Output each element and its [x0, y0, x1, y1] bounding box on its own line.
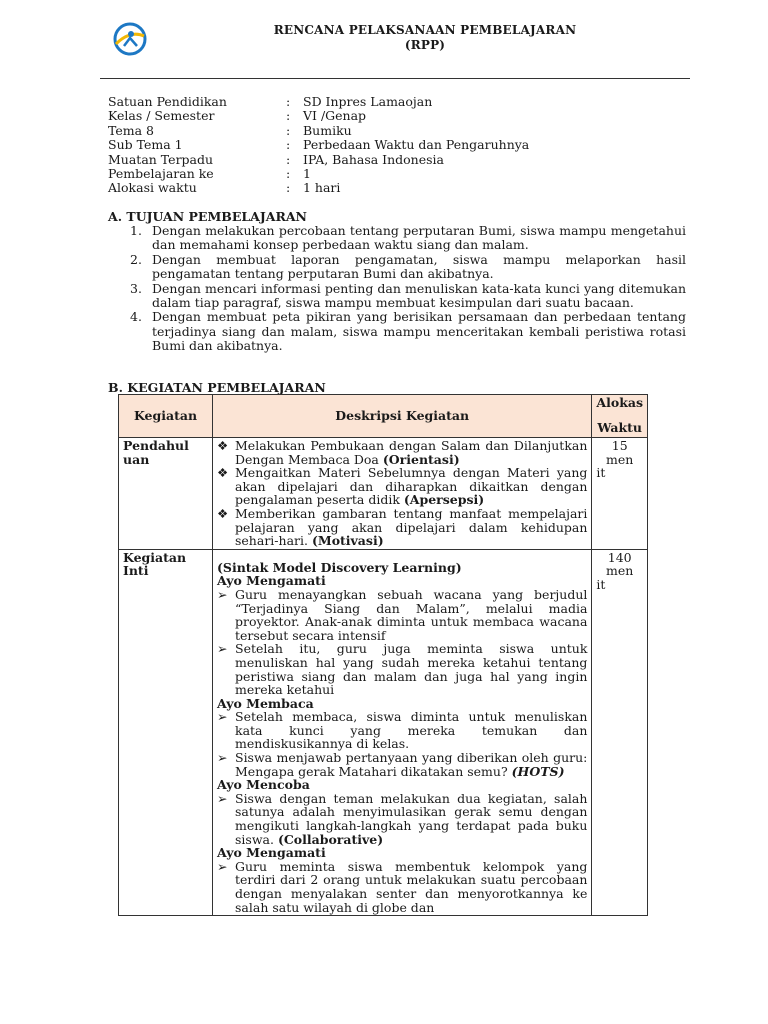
- description-cell: [213, 549, 592, 915]
- identity-row: [108, 95, 668, 109]
- bullet-text: Setelah itu, guru juga meminta siswa untuk menuliskan hal yang sudah mereka ketahui tentang peristiwa siang dan malam dan juga hal yang ingin mereka ketahui: [235, 641, 588, 698]
- list-item: [217, 792, 587, 846]
- diamond-bullet-icon: ❖: [217, 505, 229, 521]
- time-value: 15: [611, 438, 628, 453]
- list-number: 2.: [130, 251, 142, 267]
- identity-sep: :: [286, 94, 291, 109]
- identity-row: [108, 138, 668, 152]
- list-number: 1.: [130, 223, 142, 238]
- list-text: Dengan melakukan percobaan tentang perputaran Bumi, siswa mampu mengetahui dan memahami konsep perbedaan waktu siang dan malam.: [152, 223, 686, 253]
- list-item: [217, 439, 587, 466]
- table-header-row: [119, 395, 648, 438]
- bullet-tag: (Orientasi): [382, 451, 460, 467]
- table-row: [119, 549, 648, 915]
- identity-value: 1: [303, 166, 311, 182]
- subheading: Ayo Membaca: [217, 695, 314, 711]
- bullet-text: Guru meminta siswa membentuk kelompok yang terdiri dari 2 orang untuk melakukan suatu percobaan dengan menyalakan senter dan menyorotkannya ke salah satu wilayah di globe dan: [235, 858, 588, 915]
- identity-row: [108, 109, 668, 123]
- list-item: [130, 282, 686, 311]
- arrow-bullet-icon: ➢: [217, 790, 228, 806]
- time-unit: men: [606, 451, 634, 467]
- arrow-bullet-icon: ➢: [217, 641, 228, 657]
- diamond-bullet-icon: ❖: [217, 438, 229, 453]
- identity-value: 1 hari: [303, 180, 341, 196]
- identity-label: Tema 8: [108, 122, 154, 138]
- identity-sep: :: [286, 108, 291, 124]
- tut-wuri-logo-icon: [110, 22, 150, 56]
- header-divider: [100, 78, 690, 79]
- header-deskripsi: Deskripsi Kegiatan: [213, 395, 592, 438]
- list-item: [217, 588, 587, 642]
- title-line: RENCANA PELAKSANAAN PEMBELAJARAN: [273, 23, 577, 37]
- bullet-text: Guru menayangkan sebuah wacana yang berjudul “Terjadinya Siang dan Malam”, melalui madia proyektor. Anak-anak diminta untuk membaca wacana tersebut secara intensif: [235, 586, 588, 643]
- list-item: [217, 507, 587, 548]
- arrow-bullet-icon: ➢: [217, 586, 228, 602]
- list-text: Dengan membuat peta pikiran yang berisikan persamaan dan perbedaan tentang terjadinya siang dan malam, siswa mampu menceritakan kembali peristiwa rotasi Bumi dan akibatnya.: [152, 309, 686, 354]
- subheading: Ayo Mencoba: [217, 777, 310, 793]
- list-item: [217, 710, 587, 751]
- stage-label: Inti: [123, 563, 149, 579]
- identity-row: [108, 181, 668, 195]
- list-item: [217, 751, 587, 778]
- document-title: [200, 23, 650, 53]
- bullet-tag: (Motivasi): [311, 533, 384, 549]
- arrow-bullet-icon: ➢: [217, 709, 228, 725]
- table-row: [119, 438, 648, 550]
- subheading: Ayo Mengamati: [217, 845, 326, 861]
- bullet-text: Memberikan gambaran tentang manfaat mempelajari pelajaran yang akan dipelajari dalam kehidupan sehari-hari.: [235, 505, 588, 549]
- bullet-text: Melakukan Pembukaan dengan Salam dan Dilanjutkan Dengan Membaca Doa: [235, 438, 588, 467]
- identity-sep: :: [286, 180, 291, 196]
- activities-table: [118, 394, 648, 916]
- bullet-tag: (Apersepsi): [403, 492, 485, 508]
- identity-value: VI /Genap: [303, 108, 367, 124]
- identity-row: [108, 153, 668, 167]
- list-text: Dengan mencari informasi penting dan menuliskan kata-kata kunci yang ditemukan dalam tiap paragraf, siswa mampu membuat kesimpulan dari suatu bacaan.: [152, 280, 686, 311]
- stage-cell: [119, 438, 213, 550]
- list-item: [217, 466, 587, 507]
- arrow-bullet-icon: ➢: [217, 858, 228, 874]
- identity-label: Kelas / Semester: [108, 108, 215, 124]
- section-b-heading: B. KEGIATAN PEMBELAJARAN: [108, 380, 326, 395]
- time-cell: [592, 549, 648, 915]
- header-alokasi-line: Waktu: [597, 419, 642, 435]
- identity-sep: :: [286, 151, 291, 167]
- list-item: [217, 642, 587, 696]
- list-item: [130, 310, 686, 353]
- time-value: 140: [607, 549, 632, 565]
- bullet-text: Mengaitkan Materi Sebelumnya dengan Materi yang akan dipelajari dan diharapkan dikaitkan dengan pengalaman peserta didik: [235, 465, 588, 508]
- identity-value: Perbedaan Waktu dan Pengaruhnya: [303, 137, 530, 153]
- identity-row: [108, 124, 668, 138]
- bullet-text: Siswa dengan teman melakukan dua kegiatan, salah satunya adalah menyimulasikan gerak semu dengan mengikuti langkah-langkah yang terdapat pada buku siswa.: [235, 790, 588, 847]
- list-number: 4.: [130, 309, 142, 325]
- header-alokasi: [592, 395, 648, 438]
- list-item: [217, 860, 587, 914]
- arrow-bullet-icon: ➢: [217, 750, 228, 766]
- bullet-tag: (HOTS): [511, 763, 565, 779]
- identity-value: SD Inpres Lamaojan: [303, 94, 433, 109]
- section-a-heading: A. TUJUAN PEMBELAJARAN: [108, 209, 307, 224]
- bullet-text: Siswa menjawab pertanyaan yang diberikan oleh guru: Mengapa gerak Matahari dikatakan semu?: [235, 750, 588, 779]
- identity-label: Sub Tema 1: [108, 137, 183, 153]
- identity-label: Pembelajaran ke: [108, 166, 214, 182]
- bullet-tag: (Collaborative): [277, 831, 384, 847]
- identity-label: Satuan Pendidikan: [108, 94, 227, 109]
- identity-label: Alokasi waktu: [108, 180, 197, 196]
- time-unit: it: [596, 576, 606, 592]
- time-cell: [592, 438, 648, 550]
- diamond-bullet-icon: ❖: [217, 465, 229, 481]
- bullet-text: Setelah membaca, siswa diminta untuk menuliskan kata kunci yang mereka temukan dan mendiskusikannya di kelas.: [235, 709, 588, 752]
- time-unit: it: [596, 465, 606, 481]
- list-text: Dengan membuat laporan pengamatan, siswa mampu melaporkan hasil pengamatan tentang perputaran Bumi dan akibatnya.: [152, 251, 686, 282]
- identity-row: [108, 167, 668, 181]
- stage-cell: [119, 549, 213, 915]
- list-item: [130, 224, 686, 253]
- time-unit: men: [606, 563, 634, 579]
- header-alokasi-line: Alokas: [596, 395, 643, 410]
- subheading: Ayo Mengamati: [217, 573, 326, 589]
- stage-label: Pendahul: [123, 438, 189, 453]
- stage-label: uan: [123, 451, 150, 467]
- header-kegiatan: Kegiatan: [119, 395, 213, 438]
- model-title: (Sintak Model Discovery Learning): [217, 559, 462, 575]
- description-cell: [213, 438, 592, 550]
- identity-value: IPA, Bahasa Indonesia: [303, 151, 444, 167]
- identity-label: Muatan Terpadu: [108, 151, 214, 167]
- learning-goals-list: [130, 224, 686, 354]
- stage-label: Kegiatan: [123, 549, 187, 565]
- identity-sep: :: [286, 166, 291, 182]
- list-number: 3.: [130, 280, 142, 296]
- subtitle-line: (RPP): [404, 38, 446, 52]
- list-item: [130, 253, 686, 282]
- identity-value: Bumiku: [303, 122, 352, 138]
- identity-sep: :: [286, 137, 291, 153]
- identity-sep: :: [286, 122, 291, 138]
- identity-block: [108, 95, 668, 196]
